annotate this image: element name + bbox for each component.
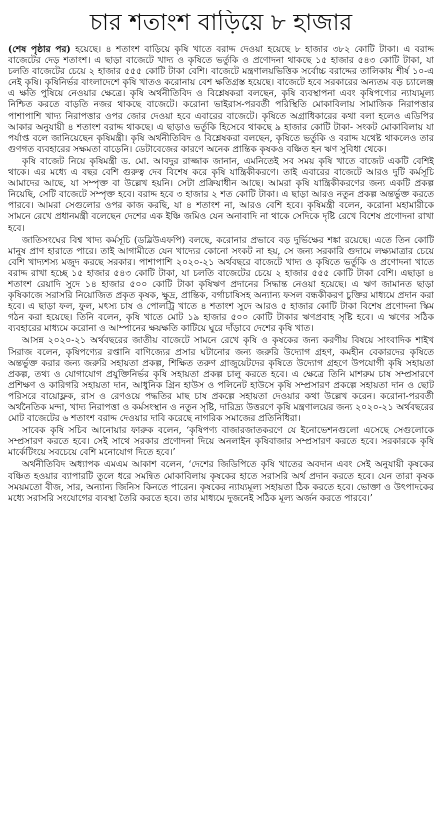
- paragraph-6: অর্থনীতিবিদ অধ্যাপক এমএম আকাশ বলেন, ‘দেশের জিডিপিতে কৃষি খাতের অবদান এবং সেই অনুযায়ী কৃষকের বঞ্চিত হওয়ার ব্যাপারটি তুলে ধরে সমন্বিত মোকাবিলায় কৃষকের হাতে সরাসরি অর্থ প্রদান করতে হবে। যেন তারা কৃষক সময়মতো বীজ, সার, অন্যান্য জিনিস কিনতে পারেন। কৃষকের ন্যায্যমূল্য সহায়তা ঠিক করতে হবে। ভোক্তা ও উৎপাদকের মধ্যে সরাসরি সংযোগের ব্যবস্থা তৈরি করতে হবে। তার মাধ্যমে দুজনেই সঠিক মূল্য অর্জন করতে পারবে।’: [8, 460, 434, 504]
- paragraph-5: সাবেক কৃষি সচিব আনোয়ার ফারুক বলেন, ‘কৃষিপণ্য বাজারজাতকরণে যে ইনোভেশনগুলো এসেছে সেগুলোকে সম্প্রসারণ করতে হবে। সেই সাথে সরকার প্রণোদনা দিয়ে অনলাইন কৃষিবাজার সম্প্রসারণ করতে হবে। সরকারকে কৃষি মার্কেটিংয়ে সবচেয়ে বেশি মনোযোগ দিতে হবে।’: [8, 426, 434, 459]
- paragraph-text: হয়েছে। ৪ শতাংশ বাড়িয়ে কৃষি খাতে বরাদ্দ দেওয়া হয়েছে ৮ হাজার ৩৮২ কোটি টাকা। এ বরাদ্দ বাজেটের দেড় শতাংশ। এ ছাড়া বাজেটে খাদ্য ও কৃষিতে ভর্তুকি ও প্রণোদনা থাকছে ১৫ হাজার ৫৪৩ কোটি টাকা, যা চলতি বাজেটের চেয়ে ২ হাজার ৫৫৫ কোটি টাকা বেশি। বাজেটে মন্ত্রণালয়ভিত্তিক সর্বোচ্চ বরাদ্দের তালিকায় শীর্ষ ১০-এ নেই কৃষি। কৃষিনির্ভর বাংলাদেশে কৃষি খাতও করোনায় বেশ ক্ষতিগ্রস্ত হয়েছে। বাজেটে হবে সরকারের অন্যতম বড় চ্যালেঞ্জ এ ক্ষতি পুষিয়ে নেওয়ার ক্ষেত্রে। কৃষি অর্থনীতিবিদ ও বিশ্লেষকরা বলছেন, কৃষি ব্যবস্থাপনা এবং কৃষিপণ্যের ন্যায্যমূল্য নিশ্চিত করতে বাড়তি নজর থাকছে বাজেটে। করোনা ভাইরাস-পরবর্তী পরিস্থিতি মোকাবিলায় সামাজিক নিরাপত্তার পাশাপাশি খাদ্য নিরাপত্তার ওপর জোর দেওয়া হবে এবারের বাজেটে। কৃষিতে অগ্রাধিকারের কথা বলা হলেও এডিপির আকার অনুযায়ী ৪ শতাংশ বরাদ্দ থাকছে। এ ছাড়াও ভর্তুকি হিসেবে থাকছে ৯ হাজার কোটি টাকা- সংকট মোকাবিলায় যা পর্যাপ্ত বলে জানিয়েছেন কৃষিমন্ত্রী। কৃষি অর্থনীতিবিদ ও বিশ্লেষকরা বলছেন, কৃষিতে ভর্তুকি ও বরাদ্দ যথেষ্ট থাকলেও তার গুণগত ব্যবহারের সক্ষমতা বাড়েনি। ডেটাবেজের কারণে অনেক প্রান্তিক কৃষকও বঞ্চিত হন ঋণ সুবিধা থেকে।: [8, 45, 434, 155]
- paragraph-4: আসন্ন ২০২০-২১ অর্থবছরের জাতীয় বাজেটে সামনে রেখে কৃষি ও কৃষকের জন্য করণীয় বিষয়ে সাংবাদিক শাইখ সিরাজ বলেন, কৃষিপণ্যের রপ্তানি বাণিজ্যের প্রসার ঘটানোর জন্য জরুরি উদ্যোগ গ্রহণ, কমহীন বেকারদের কৃষিতে অন্তর্ভুক্ত করার জন্য জরুরি সহায়তা প্রকল্প, শিক্ষিত তরুণ গ্রাজুয়েটদের কৃষিতে উদ্যোগ গ্রহণে উপযোগী কৃষি সহায়তা প্রকল্প, তথ্য ও যোগাযোগ প্রযুক্তিনির্ভর কৃষি সহায়তা প্রকল্প চালু করতে হবে। এ ক্ষেত্রে তিনি মাশরুম চাষ সম্প্রসারণে প্রশিক্ষণ ও কারিগরি সহায়তা দান, আধুনিক গ্রিন হাউস ও পলিনেট হাউসে কৃষি সম্প্রসারণ প্রকল্পে সহায়তা দান ও ছোট পরিসরে বায়োফ্লক, রাস ও রেণওয়ে পদ্ধতির মাছ চাষ প্রকল্পে সহায়তা দেওয়ার কথা উল্লেখ করেন। করোনা-পরবর্তী অর্থনৈতিক মন্দা, খাদ্য নিরাপত্তা ও কর্মসংস্থান ও নতুন সৃষ্টি, দারিদ্র্য উত্তরণে কৃষি মন্ত্রণালয়ের জন্য ২০২০-২১ অর্থবছরের মোট বাজেটের ৬ শতাংশ বরাদ্দ দেওয়ার দাবি করেছে নাগরিক সমাজের প্রতিনিধিরা।: [8, 336, 434, 425]
- newspaper-clipping: [8, 10, 434, 832]
- headline: চার শতাংশ বাড়িয়ে ৮ হাজার: [89, 10, 353, 36]
- continued-from-last-page-label: (শেষ পৃষ্ঠার পর): [8, 45, 71, 55]
- paragraph-1: [8, 45, 434, 156]
- article-body: [8, 45, 434, 505]
- paragraph-2: কৃষি বাজেট নিয়ে কৃষিমন্ত্রী ড. মো. আবদুর রাজ্জাক জানান, এমনিতেই সব সময় কৃষি খাতে বাজেট একটি বেশিই থাকে। এর মধ্যে এ বছর বেশি গুরুত্ব দেব বিশেষ করে কৃষি যান্ত্রিকীকরণে। তাই এবারের বাজেটে আরও দুটি কর্মসূচি আমাদের আছে, যা সম্পৃক্ত বা উল্লেখ হয়নি। সেটা প্রক্রিয়াধীন আছে। আমরা কৃষি যান্ত্রিকীকরণের জন্য একটি প্রকল্প নিয়েছি, সেটি বাজেটে সম্পৃক্ত হবে। বরাদ্দ হবে ৩ হাজার ২ শত কোটি টাকা। এ ছাড়া আরও নতুন প্রকল্প অন্তর্ভুক্ত করতে পারবে। আমরা সেগুলোর ওপর কাজ করছি, যা ৪ শতাংশ না, আরও বেশি হবে। কৃষিমন্ত্রী বলেন, করোনা মহামারীকে সামনে রেখে প্রধানমন্ত্রী বলেছেন দেশের এক ইঞ্চি জমিও যেন অনাবাদি না থাকে সেদিকে দৃষ্টি রেখে বিশেষ প্রণোদনা রাখা হবে।: [8, 156, 434, 234]
- paragraph-3: জাতিসংঘের বিশ্ব খাদ্য কর্মসূচি (ডব্লিউএফপি) বলছে, করোনার প্রভাবে বড় দুর্ভিক্ষের শঙ্কা রয়েছে। এতে তিন কোটি মানুষ প্রাণ হারাতে পারে। তাই আগামীতে যেন খাদ্যের কোনো সংকট না হয়, সে জন্য সরকারি গুদামে লক্ষ্যমাত্রার চেয়ে বেশি খাদ্যশস্য মজুদ করছে সরকার। পাশাপাশি ২০২০-২১ অর্থবছরে বাজেটে খাদ্য ও কৃষিতে ভর্তুকি ও প্রণোদনা খাতে বরাদ্দ রাখা হচ্ছে ১৫ হাজার ৫৪৩ কোটি টাকা, যা চলতি বাজেটের চেয়ে ২ হাজার ৫৫৫ কোটি টাকা বেশি। এছাড়া ৪ শতাংশ রেয়াদি সুদে ১৪ হাজার ৫০০ কোটি টাকা কৃষিঋণ প্রদানের সিদ্ধান্ত নেওয়া হয়েছে। এ ঋণ জামানত ছাড়া কৃষিকাজে সরাসরি নিয়োজিত প্রকৃত কৃষক, ক্ষুদ্র, প্রান্তিক, বর্গাচাষিসহ অন্যান্য ফসল বন্ধকীকরণ চুক্তির মাধ্যমে প্রদান করা হবে। এ ছাড়া ফল, ফুল, মৎস্য চাষ ও পোলট্রি খাতে ৪ শতাংশ সুদে আরও ৫ হাজার কোটি টাকা বিশেষ প্রণোদনা স্কিম গঠন করা হয়েছে। তিনি বলেন, কৃষি খাতে মোট ১৯ হাজার ৫০০ কোটি টাকার ঋণপ্রবাহ সৃষ্টি হবে। এ ঋণের সঠিক ব্যবহারের মাধ্যমে করোনা ও আম্পানের ক্ষয়ক্ষতি কাটিয়ে ঘুরে দাঁড়াবে দেশের কৃষি খাত।: [8, 235, 434, 335]
